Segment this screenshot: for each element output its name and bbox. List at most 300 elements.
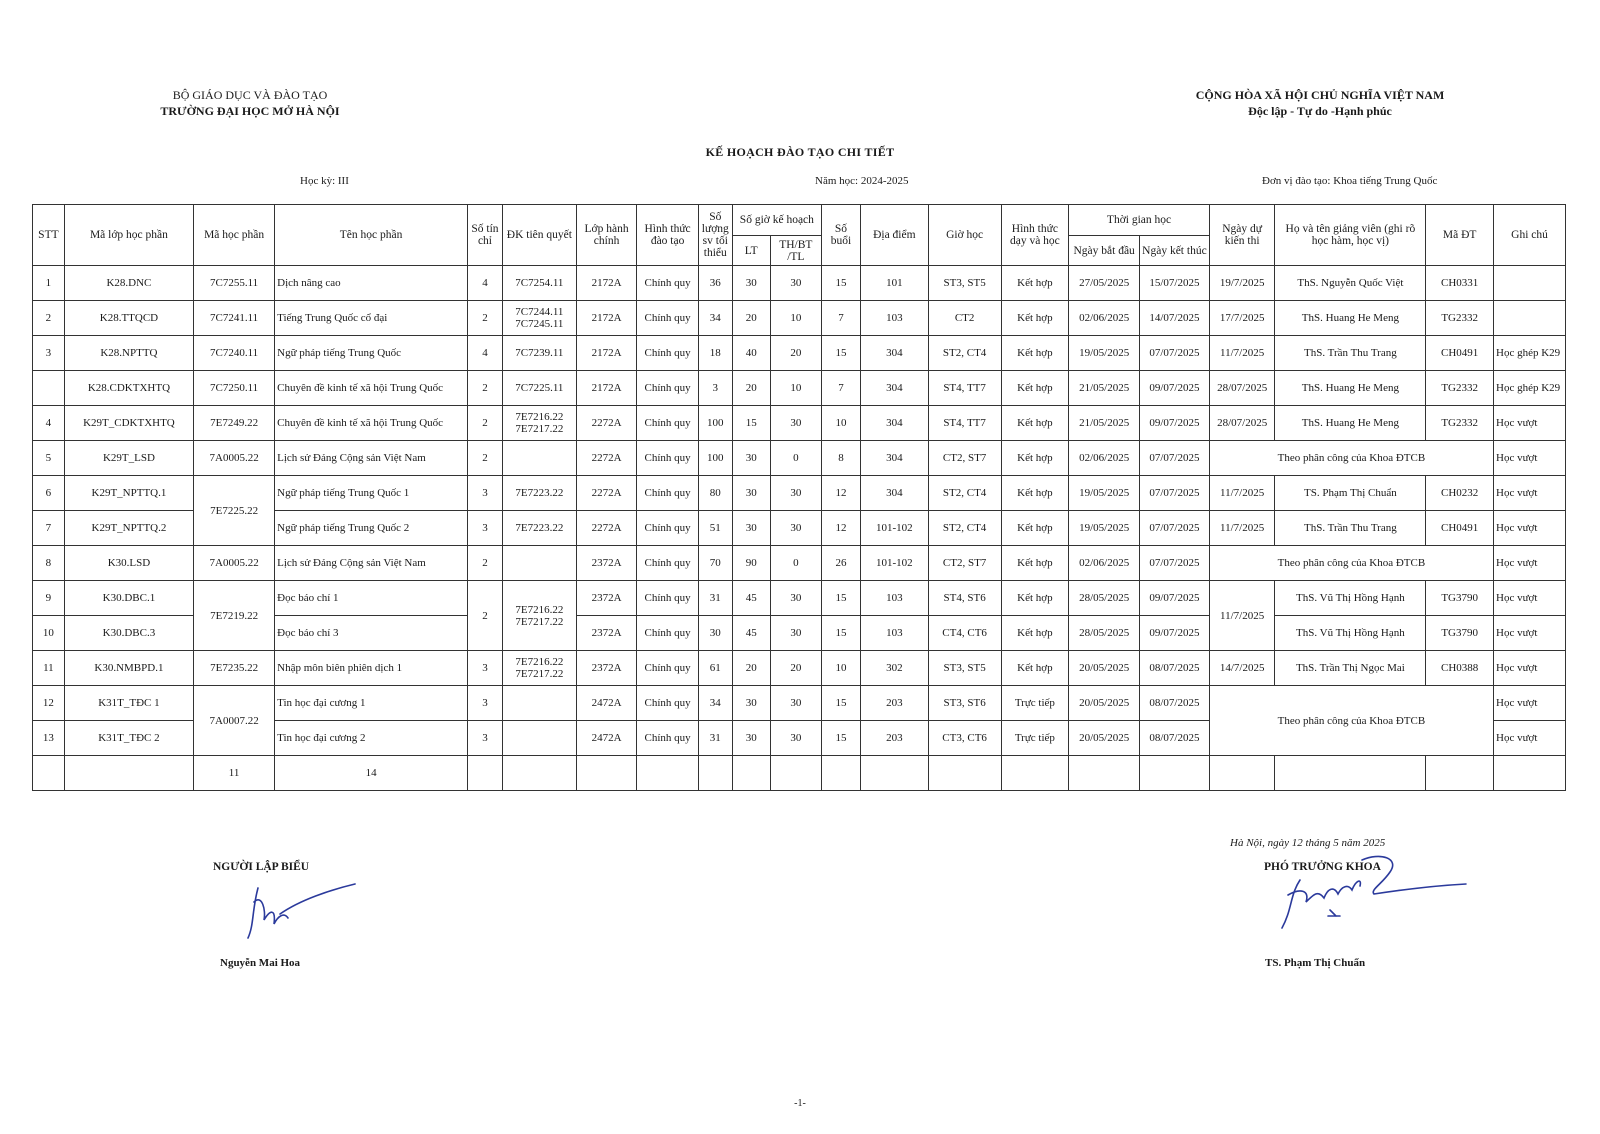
cell-min-students: 80 [698,476,732,511]
preparer-name: Nguyễn Mai Hoa [220,957,301,969]
cell-min-students: 34 [698,686,732,721]
cell-course-code: 7E7235.22 [194,651,275,686]
cell-lecturer: ThS. Trần Thị Ngọc Mai [1275,651,1426,686]
table-row [33,581,1566,616]
cell-lt: 30 [732,266,770,301]
cell-thbt: 0 [770,441,821,476]
cell-location: 304 [860,336,928,371]
cell-course-name: Dịch nâng cao [275,266,468,301]
cell-start-date: 27/05/2025 [1069,266,1140,301]
table-row [33,406,1566,441]
cell-admin-class: 2372A [576,651,637,686]
cell-location: 101-102 [860,546,928,581]
cell-thbt: 30 [770,511,821,546]
cell-thbt: 10 [770,301,821,336]
cell-training-form: Chính quy [637,406,699,441]
cell-location: 304 [860,476,928,511]
cell-end-date: 09/07/2025 [1140,581,1210,616]
cell-thbt: 30 [770,476,821,511]
cell-note: Học ghép K29 [1494,371,1566,406]
cell-credits: 4 [468,266,503,301]
cell-sessions: 8 [821,441,860,476]
col-planned-hours: Số giờ kế hoạch [732,205,821,236]
cell-course-name: Đọc báo chí 3 [275,616,468,651]
cell-class-code: K28.NPTTQ [64,336,193,371]
cell-time: ST2, CT4 [928,336,1001,371]
cell-assignment: Theo phân công của Khoa ĐTCB [1209,546,1493,581]
cell-stt: 7 [33,511,65,546]
cell-lt: 30 [732,441,770,476]
cell-start-date: 02/06/2025 [1069,546,1140,581]
cell-mode: Trực tiếp [1001,686,1069,721]
cell-lt: 40 [732,336,770,371]
cell-class-code: K30.NMBPD.1 [64,651,193,686]
deputy-dean-title: PHÓ TRƯỞNG KHOA [1264,861,1381,873]
cell-lecturer: ThS. Vũ Thị Hồng Hạnh [1275,581,1426,616]
cell-phone-code: CH0491 [1426,336,1494,371]
col-thbt: TH/BT /TL [770,236,821,266]
table-row [33,441,1566,476]
cell-sessions: 15 [821,686,860,721]
cell-time: CT3, CT6 [928,721,1001,756]
cell-admin-class: 2272A [576,476,637,511]
cell-phone-code: TG3790 [1426,616,1494,651]
total-course-codes: 11 [194,756,275,791]
cell-assignment: Theo phân công của Khoa ĐTCB [1209,441,1493,476]
cell-end-date: 15/07/2025 [1140,266,1210,301]
cell-course-name: Lịch sử Đảng Cộng sản Việt Nam [275,546,468,581]
cell-start-date: 20/05/2025 [1069,721,1140,756]
cell-mode: Kết hợp [1001,371,1069,406]
cell-end-date: 14/07/2025 [1140,301,1210,336]
cell-location: 302 [860,651,928,686]
cell-start-date: 19/05/2025 [1069,336,1140,371]
cell-location: 203 [860,686,928,721]
cell-prereq: 7C7239.11 [502,336,576,371]
cell-admin-class: 2372A [576,546,637,581]
cell-sessions: 12 [821,511,860,546]
col-min-students: Số lượng sv tối thiểu [698,205,732,266]
table-row [33,476,1566,511]
cell-credits: 2 [468,546,503,581]
cell-min-students: 3 [698,371,732,406]
cell-class-code: K31T_TĐC 2 [64,721,193,756]
cell-sessions: 15 [821,581,860,616]
cell-lt: 20 [732,301,770,336]
cell-thbt: 20 [770,336,821,371]
cell-credits: 3 [468,511,503,546]
cell-course-name: Ngữ pháp tiếng Trung Quốc 2 [275,511,468,546]
cell-training-form: Chính quy [637,511,699,546]
cell-lecturer: ThS. Vũ Thị Hồng Hạnh [1275,616,1426,651]
col-class-code: Mã lớp học phần [64,205,193,266]
cell-lecturer: ThS. Huang He Meng [1275,371,1426,406]
cell-stt: 13 [33,721,65,756]
cell-training-form: Chính quy [637,651,699,686]
cell-exam-date: 19/7/2025 [1209,266,1275,301]
col-sessions: Số buổi [821,205,860,266]
col-admin-class: Lớp hành chính [576,205,637,266]
cell-mode: Kết hợp [1001,441,1069,476]
cell-stt: 2 [33,301,65,336]
cell-lt: 15 [732,406,770,441]
cell-class-code: K29T_NPTTQ.1 [64,476,193,511]
cell-end-date: 07/07/2025 [1140,546,1210,581]
cell-credits: 2 [468,441,503,476]
cell-sessions: 10 [821,651,860,686]
cell-training-form: Chính quy [637,441,699,476]
cell-class-code: K29T_LSD [64,441,193,476]
cell-end-date: 07/07/2025 [1140,336,1210,371]
col-location: Địa điểm [860,205,928,266]
cell-credits: 3 [468,476,503,511]
cell-phone-code: TG2332 [1426,371,1494,406]
col-prereq: ĐK tiên quyết [502,205,576,266]
cell-credits: 2 [468,301,503,336]
cell-min-students: 34 [698,301,732,336]
cell-admin-class: 2372A [576,581,637,616]
cell-start-date: 02/06/2025 [1069,301,1140,336]
cell-end-date: 08/07/2025 [1140,651,1210,686]
ministry-header [150,87,350,119]
cell-credits: 3 [468,686,503,721]
cell-sessions: 15 [821,266,860,301]
cell-start-date: 19/05/2025 [1069,476,1140,511]
cell-stt: 1 [33,266,65,301]
cell-time: ST3, ST6 [928,686,1001,721]
cell-mode: Kết hợp [1001,301,1069,336]
cell-time: ST3, ST5 [928,651,1001,686]
cell-class-code: K29T_CDKTXHTQ [64,406,193,441]
preparer-signature [240,880,360,950]
cell-lt: 20 [732,651,770,686]
table-row [33,651,1566,686]
cell-end-date: 07/07/2025 [1140,511,1210,546]
cell-exam-date: 28/07/2025 [1209,371,1275,406]
cell-lt: 45 [732,616,770,651]
preparer-title: NGƯỜI LẬP BIỂU [213,861,310,873]
cell-time: ST3, ST5 [928,266,1001,301]
cell-min-students: 36 [698,266,732,301]
cell-phone-code: CH0232 [1426,476,1494,511]
cell-phone-code: CH0331 [1426,266,1494,301]
cell-min-students: 100 [698,406,732,441]
page-number: -1- [794,1098,806,1109]
col-credits: Số tín chỉ [468,205,503,266]
cell-thbt: 30 [770,406,821,441]
cell-training-form: Chính quy [637,301,699,336]
republic-name: CỘNG HÒA XÃ HỘI CHỦ NGHĨA VIỆT NAM [1195,88,1445,102]
cell-mode: Kết hợp [1001,406,1069,441]
cell-note [1494,266,1566,301]
cell-course-name: Đọc báo chí 1 [275,581,468,616]
cell-training-form: Chính quy [637,336,699,371]
cell-course-code: 7E7219.22 [194,581,275,651]
cell-location: 101-102 [860,511,928,546]
col-start-date: Ngày bắt đầu [1069,236,1140,266]
cell-lt: 20 [732,371,770,406]
cell-exam-date: 11/7/2025 [1209,336,1275,371]
cell-time: CT2 [928,301,1001,336]
cell-thbt: 20 [770,651,821,686]
cell-stt: 4 [33,406,65,441]
cell-stt [33,371,65,406]
cell-time: CT4, CT6 [928,616,1001,651]
cell-time: ST4, ST6 [928,581,1001,616]
cell-training-form: Chính quy [637,266,699,301]
cell-prereq [502,441,576,476]
cell-note: Học vượt [1494,651,1566,686]
date-place: Hà Nội, ngày 12 tháng 5 năm 2025 [1230,837,1386,849]
cell-note: Học vượt [1494,721,1566,756]
cell-admin-class: 2272A [576,406,637,441]
cell-end-date: 09/07/2025 [1140,616,1210,651]
cell-exam-date: 11/7/2025 [1209,511,1275,546]
cell-thbt: 30 [770,721,821,756]
cell-lt: 30 [732,686,770,721]
cell-admin-class: 2372A [576,616,637,651]
table-row [33,371,1566,406]
ministry-name: BỘ GIÁO DỤC VÀ ĐÀO TẠO [172,88,328,102]
cell-min-students: 61 [698,651,732,686]
cell-thbt: 30 [770,266,821,301]
cell-time: ST4, TT7 [928,371,1001,406]
cell-start-date: 21/05/2025 [1069,406,1140,441]
table-row [33,266,1566,301]
cell-prereq [502,686,576,721]
cell-training-form: Chính quy [637,721,699,756]
col-course-code: Mã học phần [194,205,275,266]
cell-lecturer: ThS. Trần Thu Trang [1275,511,1426,546]
cell-course-name: Tin học đại cương 2 [275,721,468,756]
cell-sessions: 15 [821,336,860,371]
cell-sessions: 12 [821,476,860,511]
col-phone-code: Mã ĐT [1426,205,1494,266]
table-row [33,686,1566,721]
cell-course-name: Tin học đại cương 1 [275,686,468,721]
cell-end-date: 09/07/2025 [1140,371,1210,406]
cell-credits: 4 [468,336,503,371]
cell-thbt: 30 [770,616,821,651]
cell-lt: 45 [732,581,770,616]
cell-admin-class: 2472A [576,686,637,721]
col-exam-date: Ngày dự kiến thi [1209,205,1275,266]
cell-course-code: 7A0007.22 [194,686,275,756]
cell-course-name: Lịch sử Đảng Cộng sản Việt Nam [275,441,468,476]
training-plan-table [32,204,1566,791]
training-unit-label: Đơn vị đào tạo: Khoa tiếng Trung Quốc [1262,175,1438,187]
cell-admin-class: 2172A [576,301,637,336]
cell-class-code: K28.TTQCD [64,301,193,336]
cell-location: 203 [860,721,928,756]
cell-mode: Kết hợp [1001,266,1069,301]
cell-course-code: 7A0005.22 [194,441,275,476]
col-study-time: Thời gian học [1069,205,1210,236]
cell-end-date: 09/07/2025 [1140,406,1210,441]
cell-prereq [502,721,576,756]
cell-thbt: 10 [770,371,821,406]
cell-exam-date: 28/07/2025 [1209,406,1275,441]
cell-location: 304 [860,371,928,406]
cell-note: Học ghép K29 [1494,336,1566,371]
totals-row [33,756,1566,791]
cell-prereq: 7E7216.22 7E7217.22 [502,581,576,651]
cell-phone-code: CH0388 [1426,651,1494,686]
cell-admin-class: 2172A [576,266,637,301]
cell-note: Học vượt [1494,406,1566,441]
cell-lecturer: ThS. Huang He Meng [1275,301,1426,336]
cell-lecturer: ThS. Huang He Meng [1275,406,1426,441]
cell-thbt: 30 [770,686,821,721]
cell-credits: 2 [468,406,503,441]
university-name: TRƯỜNG ĐẠI HỌC MỞ HÀ NỘI [160,104,340,118]
table-row [33,336,1566,371]
cell-class-code: K30.DBC.3 [64,616,193,651]
cell-min-students: 31 [698,581,732,616]
cell-start-date: 28/05/2025 [1069,616,1140,651]
cell-training-form: Chính quy [637,581,699,616]
cell-stt: 10 [33,616,65,651]
cell-note: Học vượt [1494,686,1566,721]
col-mode: Hình thức dạy và học [1001,205,1069,266]
cell-location: 304 [860,406,928,441]
cell-start-date: 28/05/2025 [1069,581,1140,616]
cell-min-students: 70 [698,546,732,581]
cell-time: CT2, ST7 [928,441,1001,476]
cell-phone-code: TG2332 [1426,406,1494,441]
cell-admin-class: 2172A [576,336,637,371]
cell-assignment: Theo phân công của Khoa ĐTCB [1209,686,1493,756]
cell-mode: Kết hợp [1001,581,1069,616]
cell-stt: 3 [33,336,65,371]
cell-location: 304 [860,441,928,476]
cell-admin-class: 2472A [576,721,637,756]
cell-prereq: 7E7223.22 [502,476,576,511]
cell-note [1494,301,1566,336]
cell-prereq [502,546,576,581]
table-row [33,546,1566,581]
cell-training-form: Chính quy [637,476,699,511]
cell-min-students: 100 [698,441,732,476]
total-course-names: 14 [275,756,468,791]
cell-class-code: K30.LSD [64,546,193,581]
cell-start-date: 20/05/2025 [1069,686,1140,721]
cell-time: ST4, TT7 [928,406,1001,441]
cell-lecturer: TS. Phạm Thị Chuẩn [1275,476,1426,511]
national-motto: Độc lập - Tự do -Hạnh phúc [1248,104,1392,118]
term-label: Học kỳ: III [300,175,349,187]
cell-phone-code: TG3790 [1426,581,1494,616]
deputy-dean-signature [1270,850,1470,945]
cell-stt: 8 [33,546,65,581]
col-lt: LT [732,236,770,266]
cell-training-form: Chính quy [637,546,699,581]
col-stt: STT [33,205,65,266]
cell-prereq: 7C7244.11 7C7245.11 [502,301,576,336]
cell-course-name: Nhập môn biên phiên dịch 1 [275,651,468,686]
cell-prereq: 7C7254.11 [502,266,576,301]
col-note: Ghi chú [1494,205,1566,266]
cell-time: ST2, CT4 [928,511,1001,546]
cell-mode: Kết hợp [1001,616,1069,651]
cell-end-date: 07/07/2025 [1140,476,1210,511]
cell-stt: 5 [33,441,65,476]
cell-sessions: 26 [821,546,860,581]
cell-note: Học vượt [1494,546,1566,581]
cell-prereq: 7E7223.22 [502,511,576,546]
cell-location: 101 [860,266,928,301]
cell-class-code: K29T_NPTTQ.2 [64,511,193,546]
cell-note: Học vượt [1494,581,1566,616]
cell-course-code: 7C7250.11 [194,371,275,406]
cell-credits: 3 [468,651,503,686]
cell-stt: 12 [33,686,65,721]
col-end-date: Ngày kết thúc [1140,236,1210,266]
cell-admin-class: 2172A [576,371,637,406]
cell-exam-date: 11/7/2025 [1209,581,1275,651]
cell-course-code: 7C7241.11 [194,301,275,336]
cell-thbt: 30 [770,581,821,616]
cell-training-form: Chính quy [637,686,699,721]
cell-mode: Kết hợp [1001,511,1069,546]
cell-sessions: 10 [821,406,860,441]
cell-credits: 2 [468,371,503,406]
cell-course-name: Chuyên đề kinh tế xã hội Trung Quốc [275,406,468,441]
cell-min-students: 51 [698,511,732,546]
col-training-form: Hình thức đào tạo [637,205,699,266]
cell-exam-date: 17/7/2025 [1209,301,1275,336]
cell-lecturer: ThS. Trần Thu Trang [1275,336,1426,371]
cell-end-date: 08/07/2025 [1140,686,1210,721]
cell-course-code: 7A0005.22 [194,546,275,581]
cell-prereq: 7C7225.11 [502,371,576,406]
cell-sessions: 7 [821,371,860,406]
col-lecturer: Họ và tên giảng viên (ghi rõ học hàm, học vị) [1275,205,1426,266]
cell-class-code: K28.DNC [64,266,193,301]
cell-course-name: Ngữ pháp tiếng Trung Quốc [275,336,468,371]
deputy-dean-name: TS. Phạm Thị Chuẩn [1265,957,1366,969]
col-time: Giờ học [928,205,1001,266]
cell-time: CT2, ST7 [928,546,1001,581]
cell-training-form: Chính quy [637,371,699,406]
cell-mode: Trực tiếp [1001,721,1069,756]
cell-note: Học vượt [1494,441,1566,476]
cell-location: 103 [860,581,928,616]
cell-phone-code: TG2332 [1426,301,1494,336]
cell-time: ST2, CT4 [928,476,1001,511]
cell-start-date: 02/06/2025 [1069,441,1140,476]
cell-lecturer: ThS. Nguyễn Quốc Việt [1275,266,1426,301]
cell-location: 103 [860,301,928,336]
cell-start-date: 20/05/2025 [1069,651,1140,686]
cell-sessions: 15 [821,616,860,651]
cell-stt: 9 [33,581,65,616]
cell-credits: 3 [468,721,503,756]
cell-exam-date: 14/7/2025 [1209,651,1275,686]
cell-mode: Kết hợp [1001,546,1069,581]
national-header [1180,87,1460,119]
cell-course-code: 7E7249.22 [194,406,275,441]
cell-min-students: 31 [698,721,732,756]
cell-prereq: 7E7216.22 7E7217.22 [502,651,576,686]
cell-training-form: Chính quy [637,616,699,651]
document-title: KẾ HOẠCH ĐÀO TẠO CHI TIẾT [705,145,895,159]
cell-class-code: K30.DBC.1 [64,581,193,616]
cell-course-code: 7C7255.11 [194,266,275,301]
cell-sessions: 15 [821,721,860,756]
cell-end-date: 08/07/2025 [1140,721,1210,756]
cell-exam-date: 11/7/2025 [1209,476,1275,511]
